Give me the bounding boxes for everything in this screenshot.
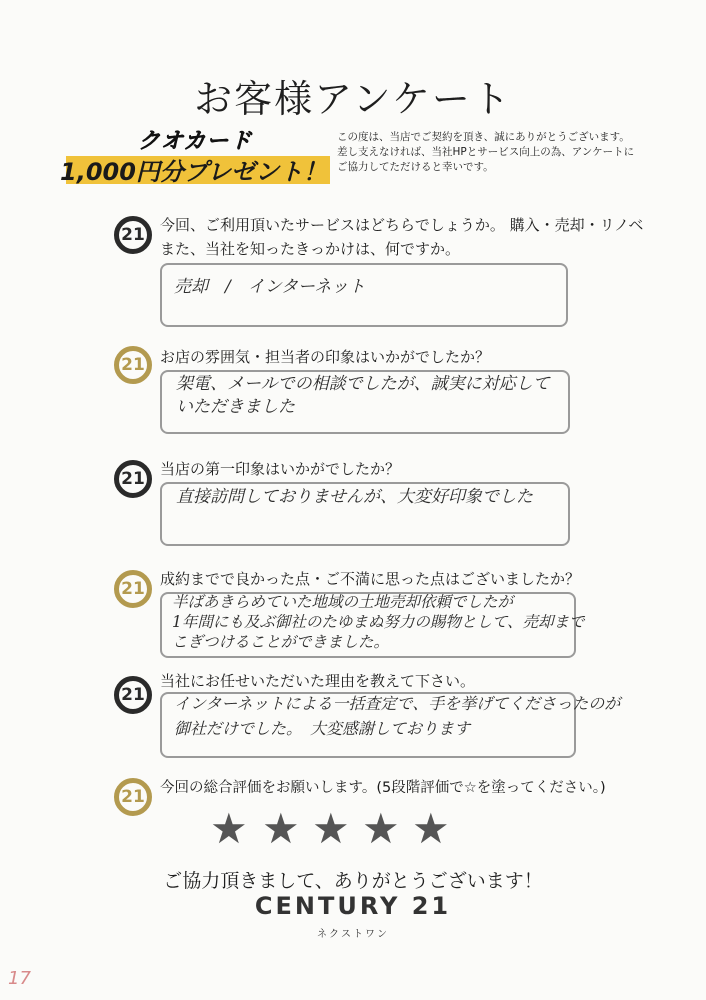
answer-5-line-2: 御社だけでした。 大変感謝しております bbox=[174, 719, 471, 738]
intro-line-3: ご協力してただけると幸いです。 bbox=[337, 161, 494, 173]
intro-line-2: 差し支えなければ、当社HPとサービス向上の為、アンケートに bbox=[337, 146, 635, 158]
intro-line-1: この度は、当店でご契約を頂き、誠にありがとうございます。 bbox=[337, 131, 630, 143]
answer-2-line-1: 架電、メールでの相談でしたが、誠実に対応して bbox=[176, 374, 550, 394]
century21-logo-icon: 21 bbox=[114, 460, 152, 498]
answer-5-line-1: インターネットによる一括査定で、手を挙げてくださったのが bbox=[174, 694, 621, 713]
page-title: お客様アンケート bbox=[194, 77, 512, 121]
answer-2-line-2: いただきました bbox=[176, 397, 295, 417]
question-2-line-1: お店の雰囲気・担当者の印象はいかがでしたか？ bbox=[160, 348, 491, 366]
rating-star-4[interactable]: ★ bbox=[362, 804, 400, 853]
century21-logo-icon: 21 bbox=[114, 676, 152, 714]
promo-line-2: 1,000円分プレゼント！ bbox=[60, 158, 327, 186]
thanks-message: ご協力頂きまして、ありがとうございます！ bbox=[163, 870, 543, 892]
answer-3-line-1: 直接訪問しておりませんが、大変好印象でした bbox=[176, 487, 533, 507]
rating-star-3[interactable]: ★ bbox=[312, 804, 350, 853]
century21-logo-icon: 21 bbox=[114, 216, 152, 254]
answer-4-line-1: 半ばあきらめていた地域の土地売却依頼でしたが bbox=[172, 593, 514, 611]
question-5-line-1: 当社にお任せいただいた理由を教えて下さい。 bbox=[160, 672, 476, 690]
answer-4-line-3: こぎつけることができました。 bbox=[172, 633, 390, 651]
brand-subtitle: ネクストワン bbox=[317, 929, 389, 940]
century21-logo-icon: 21 bbox=[114, 778, 152, 816]
question-1-line-2: また、当社を知ったきっかけは、何ですか。 bbox=[160, 240, 461, 258]
promo-line-1: クオカード bbox=[138, 129, 253, 154]
question-3-line-1: 当店の第一印象はいかがでしたか？ bbox=[160, 460, 401, 478]
rating-star-1[interactable]: ★ bbox=[210, 804, 248, 853]
brand-logo: CENTURY 21 bbox=[254, 892, 452, 920]
rating-star-5[interactable]: ★ bbox=[412, 804, 450, 853]
century21-logo-icon: 21 bbox=[114, 346, 152, 384]
century21-logo-icon: 21 bbox=[114, 570, 152, 608]
answer-4-line-2: 1年間にも及ぶ御社のたゆまぬ努力の賜物として、売却まで bbox=[172, 613, 585, 631]
question-1-line-1: 今回、ご利用頂いたサービスはどちらでしょうか。 購入・売却・リノベ bbox=[160, 216, 644, 234]
page-number: 17 bbox=[8, 968, 31, 989]
answer-1-line-1: 売却 / インターネット bbox=[174, 277, 366, 297]
question-4-line-1: 成約までで良かった点・ご不満に思った点はございましたか？ bbox=[160, 570, 581, 588]
question-6-line-1: 今回の総合評価をお願いします。(5段階評価で☆を塗ってください。) bbox=[160, 780, 606, 796]
rating-star-2[interactable]: ★ bbox=[262, 804, 300, 853]
